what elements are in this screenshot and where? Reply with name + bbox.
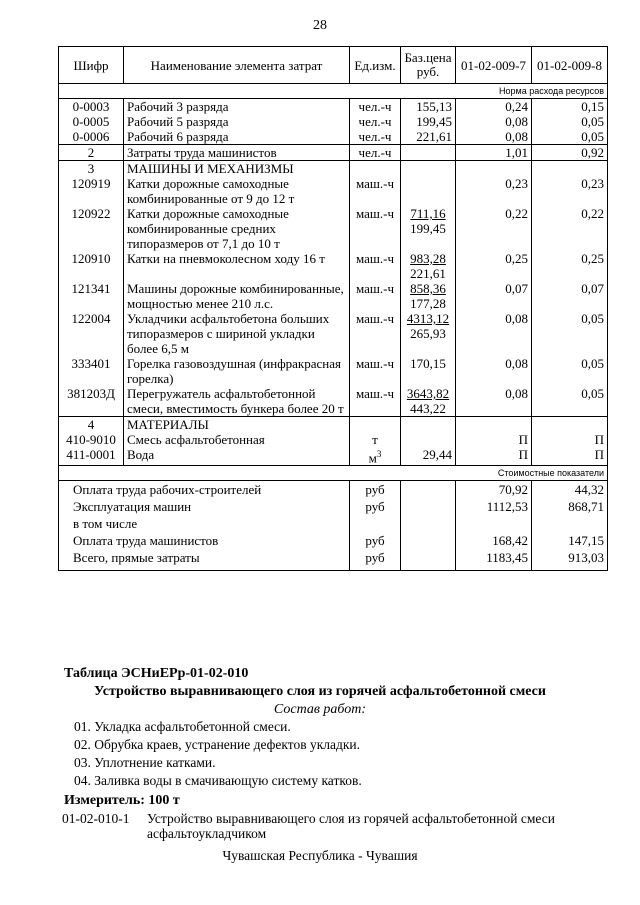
resource-norm-table	[58, 46, 608, 571]
next-table-title: Таблица ЭСНиЕРр-01-02-010	[64, 666, 249, 681]
table-row: 120919 Катки дорожные самоходные комбинированные от 9 до 12 т маш.-ч 0,23 0,23	[59, 176, 608, 206]
header-code: Шифр	[59, 47, 124, 84]
section-3-row: 3 МАШИНЫ И МЕХАНИЗМЫ	[59, 161, 608, 177]
total-row: Оплата труда машинистов руб 168,42 147,15	[59, 532, 608, 549]
total-row: Оплата труда рабочих-строителей руб 70,92 44,32	[59, 481, 608, 499]
next-table-heading: Устройство выравнивающего слоя из горячей асфальтобетонной смеси	[94, 684, 546, 699]
table-row: 381203Д Перегружатель асфальтобетонной смеси, вместимость бункера более 20 т маш.-ч 3643,82 443,22 0,08 0,05	[59, 386, 608, 417]
total-row: Всего, прямые затраты руб 1183,45 913,03	[59, 549, 608, 571]
norm-subheader: Норма расхода ресурсов	[59, 84, 608, 99]
header-col1: 01-02-009-7	[456, 47, 532, 84]
table-row: 120910 Катки на пневмоколесном ходу 16 т маш.-ч 983,28 221,61 0,25 0,25	[59, 251, 608, 281]
total-row: Эксплуатация машин руб 1112,53 868,71	[59, 498, 608, 515]
table-row: 122004 Укладчики асфальтобетона больших типоразмеров с шириной укладки более 6,5 м маш.-ч 4313,12 265,93 0,08 0,05	[59, 311, 608, 356]
item-code: 01-02-010-1	[62, 811, 130, 826]
total-row: в том числе	[59, 515, 608, 532]
table-header-row	[59, 47, 608, 84]
table-row: 411-0001 Вода $м^3$ 29,44 П П	[59, 447, 608, 466]
header-unit: Ед.изм.	[350, 47, 401, 84]
work-item: 01. Укладка асфальтобетонной смеси.	[74, 719, 291, 734]
table-row: 333401 Горелка газовоздушная (инфракрасная горелка) маш.-ч 170,15 0,08 0,05	[59, 356, 608, 386]
work-item: 04. Заливка воды в смачивающую систему катков.	[74, 773, 362, 788]
header-name: Наименование элемента затрат	[124, 47, 350, 84]
header-col2: 01-02-009-8	[532, 47, 608, 84]
header-price: Баз.цена руб.	[401, 47, 456, 84]
section-2-row: 2 Затраты труда машинистов чел.-ч 1,01 0,92	[59, 145, 608, 161]
table-row: 120922 Катки дорожные самоходные комбинированные средних типоразмеров от 7,1 до 10 т маш.-ч 711,16 199,45 0,22 0,22	[59, 206, 608, 251]
table-row: 0-0003 Рабочий 3 разряда чел.-ч 155,13 0,24 0,15	[59, 99, 608, 115]
footer-region: Чувашская Республика - Чувашия	[222, 848, 418, 863]
table-row: 0-0005 Рабочий 5 разряда чел.-ч 199,45 0,08 0,05	[59, 114, 608, 129]
measure-label: Измеритель: 100 т	[64, 793, 180, 808]
item-description: Устройство выравнивающего слоя из горячей асфальтобетонной смеси асфальтоукладчиком	[147, 811, 555, 841]
table-row: 0-0006 Рабочий 6 разряда чел.-ч 221,61 0,08 0,05	[59, 129, 608, 145]
table-row: 121341 Машины дорожные комбинированные, мощностью менее 210 л.с. маш.-ч 858,36 177,28 0,07 0,07	[59, 281, 608, 311]
work-item: 02. Обрубка краев, устранение дефектов укладки.	[74, 737, 361, 752]
page-number: 28	[313, 18, 327, 33]
table-row: 410-9010 Смесь асфальтобетонная т П П	[59, 432, 608, 447]
work-item: 03. Уплотнение катками.	[74, 755, 216, 770]
section-4-row: 4 МАТЕРИАЛЫ	[59, 417, 608, 433]
composition-label: Состав работ:	[273, 702, 367, 717]
cost-subheader: Стоимостные показатели	[59, 466, 608, 481]
